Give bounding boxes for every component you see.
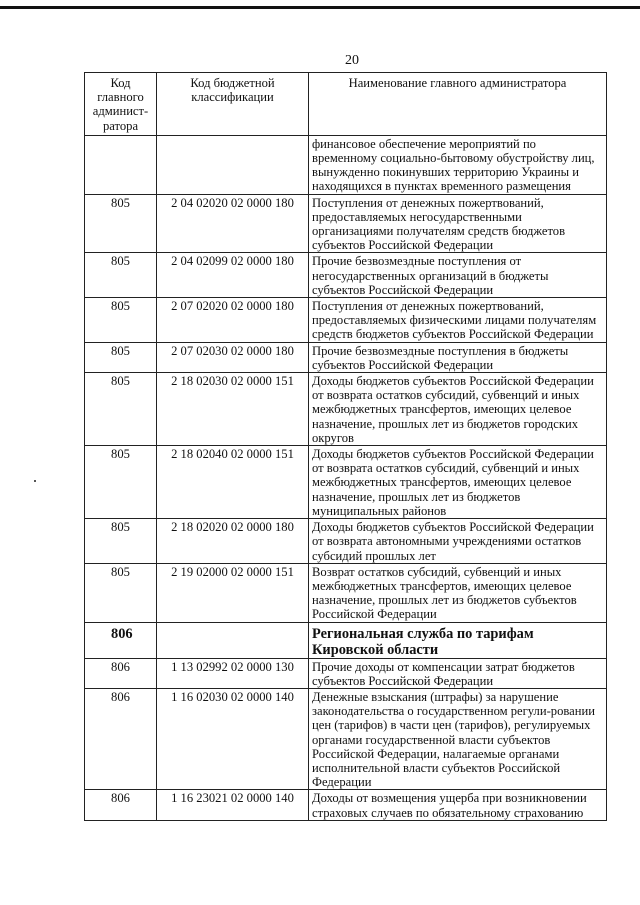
table-section-row <box>85 622 607 658</box>
header-budget-code: Код бюджетной классификации <box>157 73 309 136</box>
cell-budget-code: 2 18 02040 02 0000 151 <box>157 446 309 519</box>
table-row <box>85 298 607 343</box>
cell-budget-code: 1 13 02992 02 0000 130 <box>157 658 309 688</box>
cell-admin-code: 805 <box>85 519 157 564</box>
table-row <box>85 253 607 298</box>
cell-admin-name: Поступления от денежных пожертвований, предоставляемых физическими лицами получателям средств бюджетов субъектов Российской Федерации <box>309 298 607 343</box>
scan-artifact-dot <box>34 480 36 482</box>
cell-admin-code: 806 <box>85 658 157 688</box>
cell-admin-code: 805 <box>85 563 157 622</box>
cell-admin-name: Прочие доходы от компенсации затрат бюджетов субъектов Российской Федерации <box>309 658 607 688</box>
page-number: 20 <box>345 53 359 68</box>
table-header-row <box>85 73 607 136</box>
cell-admin-code: 805 <box>85 298 157 343</box>
table-body <box>85 135 607 820</box>
table-row <box>85 373 607 446</box>
cell-admin-name: Доходы бюджетов субъектов Российской Федерации от возврата автономными учреждениями остатков субсидий прошлых лет <box>309 519 607 564</box>
cell-budget-code <box>157 622 309 658</box>
cell-budget-code: 2 04 02020 02 0000 180 <box>157 194 309 253</box>
table-header <box>85 73 607 136</box>
cell-budget-code: 2 18 02030 02 0000 151 <box>157 373 309 446</box>
cell-admin-name: Прочие безвозмездные поступления в бюджеты субъектов Российской Федерации <box>309 342 607 372</box>
table-row <box>85 519 607 564</box>
table-row <box>85 194 607 253</box>
cell-admin-name: Денежные взыскания (штрафы) за нарушение законодательства о государственном регули-ровании цен (тарифов) в части цен (тарифов), регулируемых органами государственной власти субъектов Российской Федерации, налагаемые органами исполнительной власти субъектов Российской Федерации <box>309 688 607 789</box>
table-row <box>85 688 607 789</box>
table-row <box>85 446 607 519</box>
cell-admin-name: Доходы бюджетов субъектов Российской Федерации от возврата остатков субсидий, субвенций и иных межбюджетных трансфертов, имеющих целевое назначение, прошлых лет из бюджетов городских округов <box>309 373 607 446</box>
header-admin-code: Код главного админист-ратора <box>85 73 157 136</box>
table-row <box>85 790 607 820</box>
cell-admin-name: Прочие безвозмездные поступления от негосударственных организаций в бюджеты субъектов Российской Федерации <box>309 253 607 298</box>
cell-admin-name: Доходы от возмещения ущерба при возникновении страховых случаев по обязательному страхованию <box>309 790 607 820</box>
cell-admin-code <box>85 135 157 194</box>
cell-budget-code: 1 16 02030 02 0000 140 <box>157 688 309 789</box>
cell-admin-name: финансовое обеспечение мероприятий по временному социально-бытовому обустройству лиц, вынужденно покинувших территорию Украины и находящихся в пунктах временного размещения <box>309 135 607 194</box>
cell-budget-code: 2 18 02020 02 0000 180 <box>157 519 309 564</box>
cell-admin-name: Доходы бюджетов субъектов Российской Федерации от возврата остатков субсидий, субвенций и иных межбюджетных трансфертов, имеющих целевое назначение, прошлых лет из бюджетов муниципальных районов <box>309 446 607 519</box>
cell-budget-code: 1 16 23021 02 0000 140 <box>157 790 309 820</box>
cell-admin-code: 806 <box>85 688 157 789</box>
cell-admin-name: Возврат остатков субсидий, субвенций и иных межбюджетных трансфертов, имеющих целевое назначение, прошлых лет из бюджетов субъектов Российской Федерации <box>309 563 607 622</box>
table-row <box>85 658 607 688</box>
cell-budget-code: 2 04 02099 02 0000 180 <box>157 253 309 298</box>
cell-budget-code: 2 19 02000 02 0000 151 <box>157 563 309 622</box>
cell-admin-code: 806 <box>85 790 157 820</box>
table-row <box>85 563 607 622</box>
cell-budget-code <box>157 135 309 194</box>
cell-admin-code: 805 <box>85 253 157 298</box>
cell-admin-name: Региональная служба по тарифам Кировской области <box>309 622 607 658</box>
table-row <box>85 135 607 194</box>
header-admin-name: Наименование главного администратора <box>309 73 607 136</box>
cell-admin-code: 805 <box>85 342 157 372</box>
cell-admin-code: 805 <box>85 194 157 253</box>
cell-admin-code: 805 <box>85 373 157 446</box>
cell-admin-code: 805 <box>85 446 157 519</box>
budget-classification-table <box>84 72 607 821</box>
cell-admin-name: Поступления от денежных пожертвований, предоставляемых негосударственными организациями получателям средств бюджетов субъектов Российской Федерации <box>309 194 607 253</box>
cell-admin-code: 806 <box>85 622 157 658</box>
cell-budget-code: 2 07 02030 02 0000 180 <box>157 342 309 372</box>
cell-budget-code: 2 07 02020 02 0000 180 <box>157 298 309 343</box>
table-row <box>85 342 607 372</box>
top-border-line <box>0 6 640 9</box>
